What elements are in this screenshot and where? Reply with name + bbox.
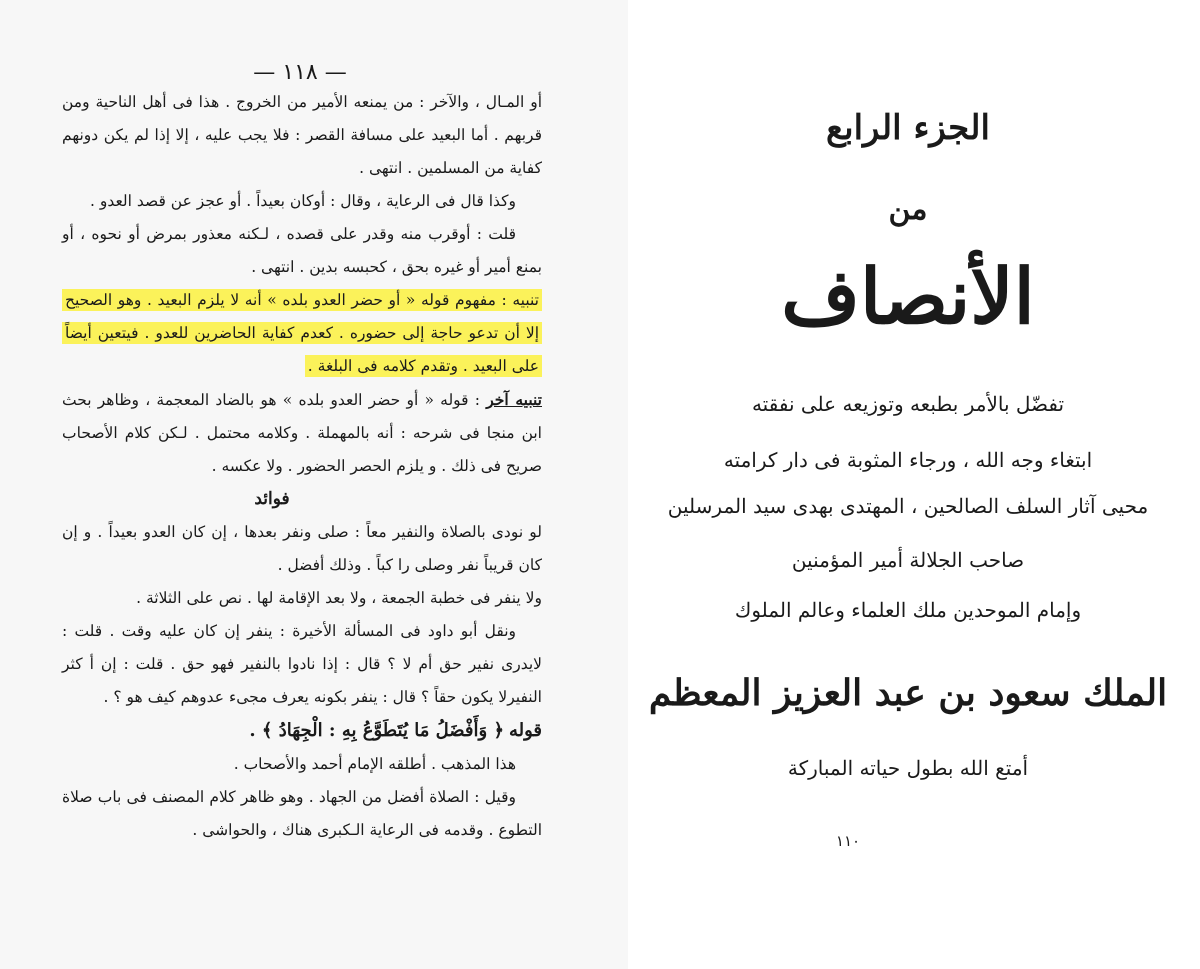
- prayer-line: أمتع الله بطول حياته المباركة: [787, 756, 1029, 780]
- paragraph-5: ولا ينفر فى خطبة الجمعة ، ولا بعد الإقامة لها . نص على الثلاثة .: [136, 589, 542, 607]
- qawluhu-text: ﴿ وَأَفْضَلُ مَا يُتَطَوَّعُ بِهِ : الْجِهَادُ ﴾ .: [249, 720, 505, 741]
- paragraph-1: أو المـال ، والآخر : من يمنعه الأمير من الخروج . هذا فى أهل الناحية ومن قربهم . أما البعيد على مسافة القصر : فلا يجب عليه ، إلا إذا لم يكن دونهم كفاية من المسلمين . انتهى .: [62, 93, 542, 177]
- min-word: من: [888, 192, 928, 227]
- book-title: الأنصاف: [781, 252, 1035, 341]
- page-number: — ١١٨ —: [253, 60, 347, 85]
- dedication-line-2: ابتغاء وجه الله ، ورجاء المثوبة فى دار كرامته: [723, 448, 1093, 472]
- highlighted-text: تنبيه : مفهوم قوله « أو حضر العدو بلده » أنه لا يلزم البعيد . وهو الصحيح إلا أن تدعو حاجة إلى حضوره . كعدم كفاية الحاضرين للعدو . فيتعين أيضاً على البعيد . وتقدم كلامه فى البلغة .: [62, 289, 542, 377]
- part-heading: الجزء الرابع: [826, 108, 990, 148]
- tanbih-akhar-text: : قوله « أو حضر العدو بلده » هو بالضاد المعجمة ، وظاهر بحث ابن منجا فى شرحه : أنه بالمهملة . وكلامه محتمل . لـكن كلام الأصحاب صريح فى ذلك . و يلزم الحصر الحضور . ولا عكسه .: [62, 391, 542, 475]
- dedication-line-1: تفضّل بالأمر بطبعه وتوزيعه على نفقته: [751, 392, 1065, 416]
- tanbih-akhar-paragraph: [62, 383, 542, 483]
- page-code: ١١٠: [835, 832, 861, 850]
- highlighted-paragraph: [62, 284, 542, 383]
- dedication-line-3: محيى آثار السلف الصالحين ، المهتدى بهدى سيد المرسلين: [667, 494, 1149, 518]
- qawluhu-label: قوله: [508, 720, 542, 741]
- fawaid-heading: فوائد: [254, 489, 290, 509]
- tanbih-akhar-label: تنبيه آخر: [486, 390, 542, 409]
- paragraph-2: وكذا قال فى الرعاية ، وقال : أوكان بعيداً . أو عجز عن قصد العدو .: [89, 192, 516, 210]
- qawluhu-line: [62, 714, 542, 748]
- king-name: الملك سعود بن عبد العزيز المعظم: [648, 672, 1168, 714]
- paragraph-8: وقيل : الصلاة أفضل من الجهاد . وهو ظاهر كلام المصنف فى باب صلاة التطوع . وقدمه فى الرعاية الـكبرى هناك ، والحواشى .: [62, 788, 542, 839]
- paragraph-6: ونقل أبو داود فى المسألة الأخيرة : ينفر إن كان عليه وقت . قلت : لايدرى نفير حق أم لا ؟ قال : إذا نادوا بالنفير فهو حق . قلت : إن أ كثر النفيرلا يكون حقاً ؟ قال : ينفر بكونه يعرف مجىء عدوهم كيف هو ؟ .: [62, 622, 542, 706]
- dedication-line-4: صاحب الجلالة أمير المؤمنين: [791, 548, 1025, 572]
- right-page: [628, 0, 1200, 969]
- left-page-text: [62, 86, 542, 847]
- paragraph-3: قلت : أوقرب منه وقدر على قصده ، لـكنه معذور بمرض أو نحوه ، أو بمنع أمير أو غيره بحق ، كحبسه بدين . انتهى .: [62, 225, 542, 276]
- dedication-line-5: وإمام الموحدين ملك العلماء وعالم الملوك: [734, 598, 1082, 622]
- paragraph-7: هذا المذهب . أطلقه الإمام أحمد والأصحاب .: [233, 755, 516, 773]
- paragraph-4: لو نودى بالصلاة والنفير معاً : صلى ونفر بعدها ، إن كان العدو بعيداً . و إن كان قريباً نفر وصلى را كباً . وذلك أفضل .: [62, 523, 542, 574]
